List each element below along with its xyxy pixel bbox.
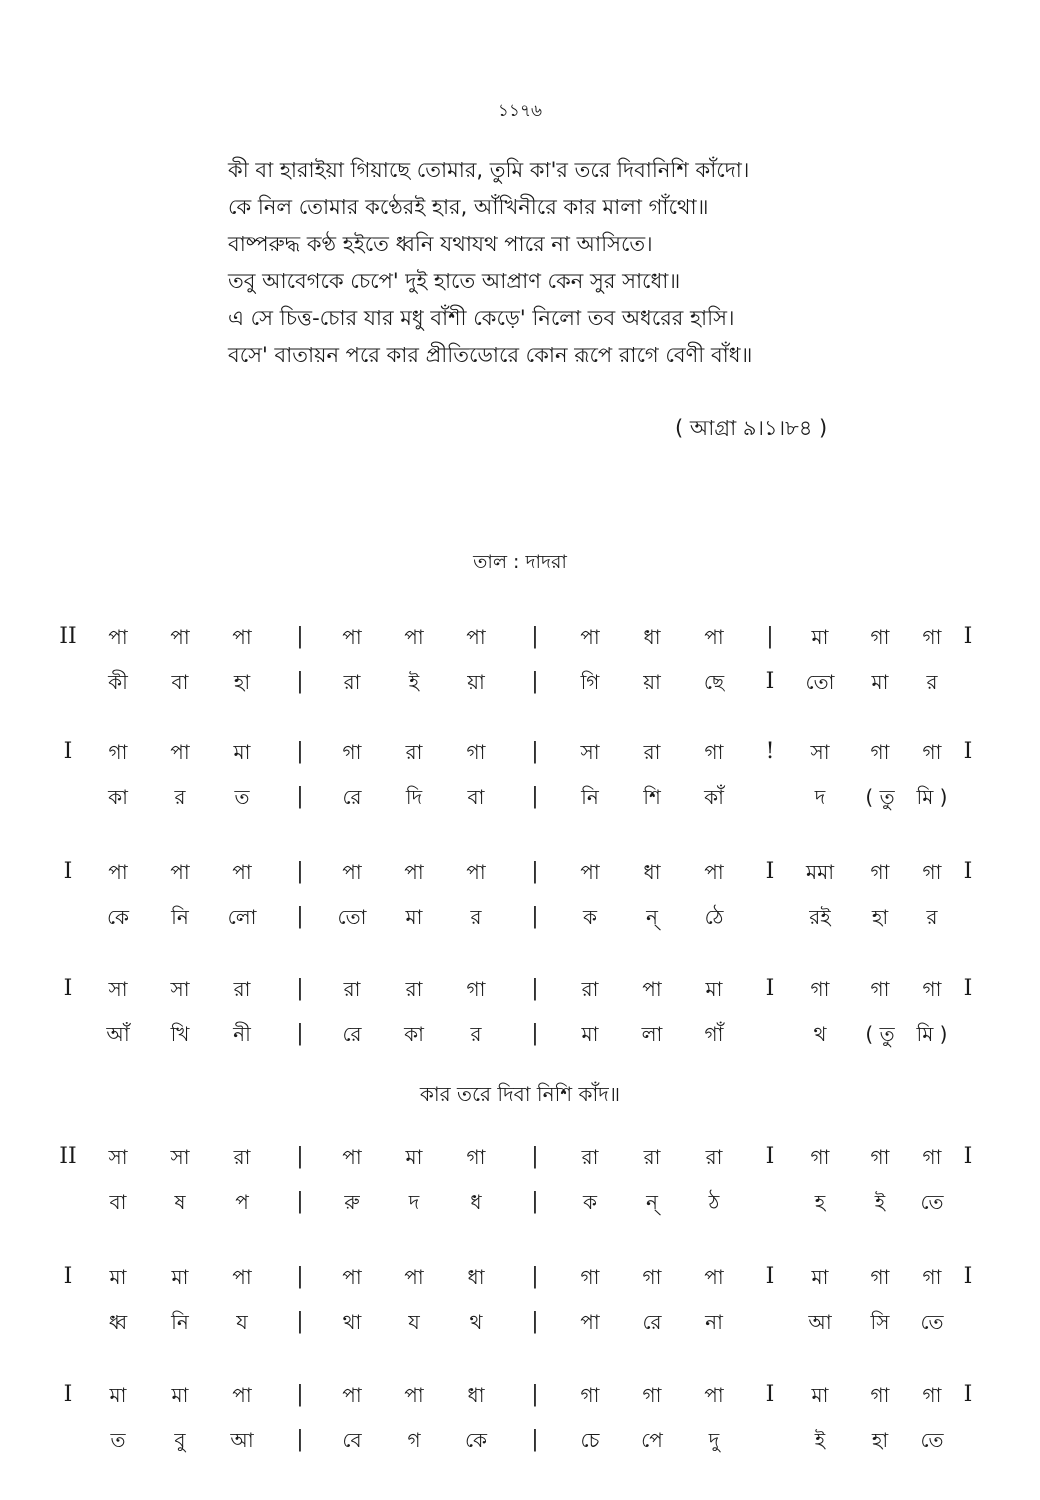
taal-heading: তাল : দাদরা xyxy=(473,551,567,573)
lyric-syllable: নি xyxy=(171,905,189,929)
swara-note: রা xyxy=(581,977,599,1001)
bar-line: | xyxy=(531,1309,539,1334)
swara-note: গা xyxy=(870,1265,890,1289)
lyric-syllable: আঁ xyxy=(106,1022,130,1046)
lyric-syllable: গ xyxy=(407,1428,421,1452)
bar-line: | xyxy=(296,624,304,649)
bar-line: ! xyxy=(765,739,775,764)
bar-line: II xyxy=(59,1144,77,1169)
bar-line: I xyxy=(963,1382,973,1407)
lyric-syllable: ত xyxy=(234,785,250,809)
swara-note: পা xyxy=(642,977,662,1001)
swara-note: পা xyxy=(108,625,128,649)
lyric-syllable: য xyxy=(236,1310,248,1334)
lyric-syllable: ( তু xyxy=(865,1022,895,1046)
poem-line: এ সে চিত্ত-চোর যার মধু বাঁশী কেড়ে' নিলো তব অধরের হাসি। xyxy=(228,306,735,330)
lyric-syllable: দ xyxy=(814,785,826,809)
swara-note: গা xyxy=(922,1265,942,1289)
bar-line: II xyxy=(59,624,77,649)
lyric-syllable: নি xyxy=(581,785,599,809)
lyric-syllable: য়া xyxy=(643,670,661,694)
lyric-syllable: কী xyxy=(108,670,128,694)
bar-line: | xyxy=(531,1144,539,1169)
swara-note: পা xyxy=(466,860,486,884)
swara-note: সা xyxy=(108,977,128,1001)
bar-line: | xyxy=(296,1264,304,1289)
swara-note: সা xyxy=(108,1145,128,1169)
lyric-syllable: মা xyxy=(871,670,889,694)
swara-note: ধা xyxy=(467,1383,485,1407)
lyric-syllable: লো xyxy=(227,905,257,929)
lyric-syllable: প xyxy=(235,1190,249,1214)
lyric-syllable: বা xyxy=(467,785,485,809)
bar-line: | xyxy=(531,1189,539,1214)
bar-line: | xyxy=(531,1382,539,1407)
swara-note: ধা xyxy=(643,625,661,649)
lyric-syllable: ই xyxy=(408,670,420,694)
lyric-syllable: থ xyxy=(813,1022,827,1046)
lyric-syllable: মা xyxy=(405,905,423,929)
lyric-syllable: র xyxy=(174,785,186,809)
bar-line: I xyxy=(765,1144,775,1169)
lyric-row xyxy=(0,900,1040,934)
interlude-line: কার তরে দিবা নিশি কাঁদ॥ xyxy=(419,1082,621,1106)
swara-note: মমা xyxy=(805,860,834,884)
swara-note: রা xyxy=(405,740,423,764)
bar-line: I xyxy=(765,976,775,1001)
lyric-syllable: তে xyxy=(920,1428,944,1452)
swara-note: গা xyxy=(580,1265,600,1289)
lyric-syllable: তে xyxy=(920,1190,944,1214)
lyric-syllable: হ xyxy=(814,1190,826,1214)
bar-line: I xyxy=(63,1264,73,1289)
bar-line: I xyxy=(765,859,775,884)
swara-note: মা xyxy=(109,1383,127,1407)
lyric-row xyxy=(0,1423,1040,1457)
lyric-syllable: কে xyxy=(464,1428,488,1452)
swara-note: গা xyxy=(108,740,128,764)
swara-note: গা xyxy=(870,625,890,649)
bar-line: I xyxy=(63,1382,73,1407)
lyric-syllable: গাঁ xyxy=(704,1022,724,1046)
lyric-syllable: পে xyxy=(641,1428,663,1452)
swara-note: মা xyxy=(405,1145,423,1169)
lyric-syllable: দু xyxy=(708,1428,720,1452)
lyric-syllable: মি ) xyxy=(916,785,948,809)
swara-row xyxy=(0,735,1040,769)
swara-note: ধা xyxy=(467,1265,485,1289)
lyric-row xyxy=(0,665,1040,699)
bar-line: | xyxy=(296,859,304,884)
bar-line: | xyxy=(531,859,539,884)
lyric-syllable: কা xyxy=(404,1022,424,1046)
lyric-syllable: সি xyxy=(870,1310,890,1334)
lyric-syllable: খি xyxy=(170,1022,190,1046)
lyric-syllable: ধ xyxy=(470,1190,482,1214)
swara-note: মা xyxy=(811,1383,829,1407)
swara-note: পা xyxy=(342,860,362,884)
lyric-syllable: লা xyxy=(641,1022,663,1046)
swara-note: গা xyxy=(922,625,942,649)
swara-note: পা xyxy=(342,1383,362,1407)
swara-note: ধা xyxy=(643,860,661,884)
lyric-syllable: মা xyxy=(581,1022,599,1046)
bar-line: | xyxy=(531,976,539,1001)
swara-note: রা xyxy=(233,977,251,1001)
lyric-syllable: আ xyxy=(808,1310,832,1334)
lyric-syllable: ন্ xyxy=(646,1190,658,1214)
swara-note: রা xyxy=(343,977,361,1001)
swara-note: গা xyxy=(466,740,486,764)
bar-line: I xyxy=(765,1382,775,1407)
lyric-syllable: রে xyxy=(342,1022,362,1046)
swara-note: রা xyxy=(643,1145,661,1169)
lyric-syllable: রে xyxy=(642,1310,662,1334)
swara-note: গা xyxy=(922,860,942,884)
swara-note: পা xyxy=(580,625,600,649)
bar-line: | xyxy=(296,904,304,929)
swara-note: গা xyxy=(870,977,890,1001)
swara-note: গা xyxy=(870,860,890,884)
lyric-syllable: নী xyxy=(233,1022,251,1046)
swara-note: সা xyxy=(170,977,190,1001)
swara-note: পা xyxy=(342,1265,362,1289)
bar-line: | xyxy=(531,904,539,929)
swara-note: পা xyxy=(232,1265,252,1289)
lyric-syllable: র xyxy=(470,905,482,929)
lyric-syllable: না xyxy=(705,1310,723,1334)
lyric-syllable: চে xyxy=(580,1428,600,1452)
swara-note: গা xyxy=(466,977,486,1001)
lyric-syllable: র xyxy=(470,1022,482,1046)
bar-line: | xyxy=(531,624,539,649)
lyric-syllable: কে xyxy=(106,905,130,929)
bar-line: | xyxy=(531,784,539,809)
lyric-syllable: তে xyxy=(920,1310,944,1334)
swara-note: গা xyxy=(642,1265,662,1289)
swara-note: পা xyxy=(404,860,424,884)
swara-note: পা xyxy=(580,860,600,884)
swara-note: পা xyxy=(404,1265,424,1289)
poem-line: বাষ্পরুদ্ধ কণ্ঠ হইতে ধ্বনি যথাযথ পারে না আসিতে। xyxy=(228,232,653,256)
lyric-syllable: বু xyxy=(174,1428,186,1452)
lyric-syllable: তো xyxy=(805,670,835,694)
swara-note: মা xyxy=(811,1265,829,1289)
lyric-syllable: পা xyxy=(580,1310,600,1334)
bar-line: | xyxy=(766,624,774,649)
bar-line: | xyxy=(531,1427,539,1452)
page-number: ১১৭৬ xyxy=(497,101,543,121)
lyric-row xyxy=(0,780,1040,814)
lyric-syllable: থা xyxy=(342,1310,362,1334)
swara-note: পা xyxy=(404,1383,424,1407)
place-date-note: ( আগ্রা ৯।১।৮৪ ) xyxy=(675,416,828,440)
lyric-syllable: দি xyxy=(405,785,423,809)
swara-note: গা xyxy=(870,1145,890,1169)
swara-note: পা xyxy=(170,740,190,764)
lyric-syllable: মি ) xyxy=(916,1022,948,1046)
swara-note: রা xyxy=(705,1145,723,1169)
swara-note: পা xyxy=(108,860,128,884)
swara-note: পা xyxy=(704,860,724,884)
bar-line: I xyxy=(63,976,73,1001)
swara-note: গা xyxy=(870,740,890,764)
bar-line: I xyxy=(765,1264,775,1289)
bar-line: I xyxy=(63,859,73,884)
swara-note: রা xyxy=(405,977,423,1001)
lyric-syllable: র xyxy=(926,670,938,694)
lyric-syllable: রই xyxy=(809,905,831,929)
swara-note: গা xyxy=(922,1145,942,1169)
lyric-syllable: য়া xyxy=(467,670,485,694)
bar-line: | xyxy=(531,1021,539,1046)
lyric-syllable: রা xyxy=(343,670,361,694)
swara-note: গা xyxy=(922,740,942,764)
bar-line: I xyxy=(765,669,775,694)
swara-note: পা xyxy=(704,1265,724,1289)
lyric-syllable: ছে xyxy=(703,670,725,694)
swara-note: গা xyxy=(870,1383,890,1407)
swara-note: মা xyxy=(811,625,829,649)
lyric-syllable: বা xyxy=(109,1190,127,1214)
bar-line: I xyxy=(963,1264,973,1289)
swara-note: পা xyxy=(232,625,252,649)
bar-line: I xyxy=(963,859,973,884)
swara-note: গা xyxy=(922,1383,942,1407)
swara-note: পা xyxy=(342,1145,362,1169)
bar-line: I xyxy=(963,976,973,1001)
bar-line: I xyxy=(963,624,973,649)
bar-line: | xyxy=(296,1309,304,1334)
swara-note: মা xyxy=(109,1265,127,1289)
poem-line: তবু আবেগকে চেপে' দুই হাতে আপ্রাণ কেন সুর সাধো॥ xyxy=(228,269,681,293)
swara-row xyxy=(0,1378,1040,1412)
lyric-syllable: নি xyxy=(171,1310,189,1334)
swara-note: সা xyxy=(580,740,600,764)
lyric-syllable: ক xyxy=(583,905,597,929)
swara-note: পা xyxy=(232,1383,252,1407)
lyric-syllable: হা xyxy=(871,905,889,929)
swara-note: সা xyxy=(810,740,830,764)
bar-line: | xyxy=(296,784,304,809)
lyric-row xyxy=(0,1017,1040,1051)
lyric-syllable: আ xyxy=(230,1428,254,1452)
swara-note: রা xyxy=(233,1145,251,1169)
poem-lyrics xyxy=(228,152,928,374)
lyric-syllable: হা xyxy=(871,1428,889,1452)
bar-line: | xyxy=(531,1264,539,1289)
swara-note: পা xyxy=(170,860,190,884)
lyric-syllable: য xyxy=(408,1310,420,1334)
poem-line: কে নিল তোমার কণ্ঠেরই হার, আঁখিনীরে কার মালা গাঁথো॥ xyxy=(228,195,709,219)
bar-line: | xyxy=(296,669,304,694)
lyric-syllable: ( তু xyxy=(865,785,895,809)
bar-line: I xyxy=(963,1144,973,1169)
swara-row xyxy=(0,620,1040,654)
lyric-syllable: র xyxy=(926,905,938,929)
lyric-syllable: ই xyxy=(814,1428,826,1452)
bar-line: | xyxy=(296,976,304,1001)
swara-note: পা xyxy=(342,625,362,649)
swara-note: পা xyxy=(232,860,252,884)
swara-note: গা xyxy=(580,1383,600,1407)
swara-note: গা xyxy=(466,1145,486,1169)
swara-note: গা xyxy=(642,1383,662,1407)
lyric-syllable: ধ্ব xyxy=(108,1310,128,1334)
lyric-syllable: থ xyxy=(469,1310,483,1334)
bar-line: | xyxy=(531,739,539,764)
lyric-syllable: কা xyxy=(108,785,128,809)
lyric-syllable: রে xyxy=(342,785,362,809)
swara-row xyxy=(0,1140,1040,1174)
swara-row xyxy=(0,1260,1040,1294)
bar-line: I xyxy=(963,739,973,764)
swara-note: গা xyxy=(922,977,942,1001)
lyric-syllable: গি xyxy=(580,670,600,694)
lyric-row xyxy=(0,1305,1040,1339)
lyric-syllable: কাঁ xyxy=(704,785,724,809)
lyric-syllable: রু xyxy=(344,1190,360,1214)
swara-note: গা xyxy=(810,1145,830,1169)
lyric-syllable: শি xyxy=(643,785,661,809)
bar-line: | xyxy=(296,1144,304,1169)
bar-line: | xyxy=(296,1427,304,1452)
swara-note: রা xyxy=(581,1145,599,1169)
swara-note: মা xyxy=(171,1265,189,1289)
bar-line: | xyxy=(296,1382,304,1407)
poem-line: কী বা হারাইয়া গিয়াছে তোমার, তুমি কা'র তরে দিবানিশি কাঁদো। xyxy=(228,158,750,182)
lyric-syllable: ঠে xyxy=(704,905,724,929)
bar-line: | xyxy=(296,739,304,764)
lyric-syllable: ঠ xyxy=(708,1190,720,1214)
swara-note: সা xyxy=(170,1145,190,1169)
lyric-syllable: বা xyxy=(171,670,189,694)
swara-note: গা xyxy=(810,977,830,1001)
lyric-syllable: তো xyxy=(337,905,367,929)
swara-row xyxy=(0,972,1040,1006)
swara-row xyxy=(0,855,1040,889)
lyric-syllable: ক xyxy=(583,1190,597,1214)
swara-note: পা xyxy=(704,1383,724,1407)
swara-note: মা xyxy=(233,740,251,764)
lyric-syllable: ন্ xyxy=(646,905,658,929)
swara-note: মা xyxy=(171,1383,189,1407)
swara-note: মা xyxy=(705,977,723,1001)
lyric-syllable: ত xyxy=(110,1428,126,1452)
swara-note: পা xyxy=(704,625,724,649)
bar-line: | xyxy=(296,1021,304,1046)
bar-line: | xyxy=(296,1189,304,1214)
bar-line: | xyxy=(531,669,539,694)
lyric-row xyxy=(0,1185,1040,1219)
swara-note: পা xyxy=(170,625,190,649)
swara-note: রা xyxy=(643,740,661,764)
lyric-syllable: ষ xyxy=(174,1190,186,1214)
swara-note: গা xyxy=(342,740,362,764)
swara-note: পা xyxy=(404,625,424,649)
lyric-syllable: হা xyxy=(233,670,251,694)
lyric-syllable: বে xyxy=(342,1428,362,1452)
bar-line: I xyxy=(63,739,73,764)
lyric-syllable: ই xyxy=(874,1190,886,1214)
swara-note: গা xyxy=(704,740,724,764)
swara-note: পা xyxy=(466,625,486,649)
poem-line: বসে' বাতায়ন পরে কার প্রীতিডোরে কোন রূপে রাগে বেণী বাঁধ॥ xyxy=(228,343,753,367)
lyric-syllable: দ xyxy=(408,1190,420,1214)
